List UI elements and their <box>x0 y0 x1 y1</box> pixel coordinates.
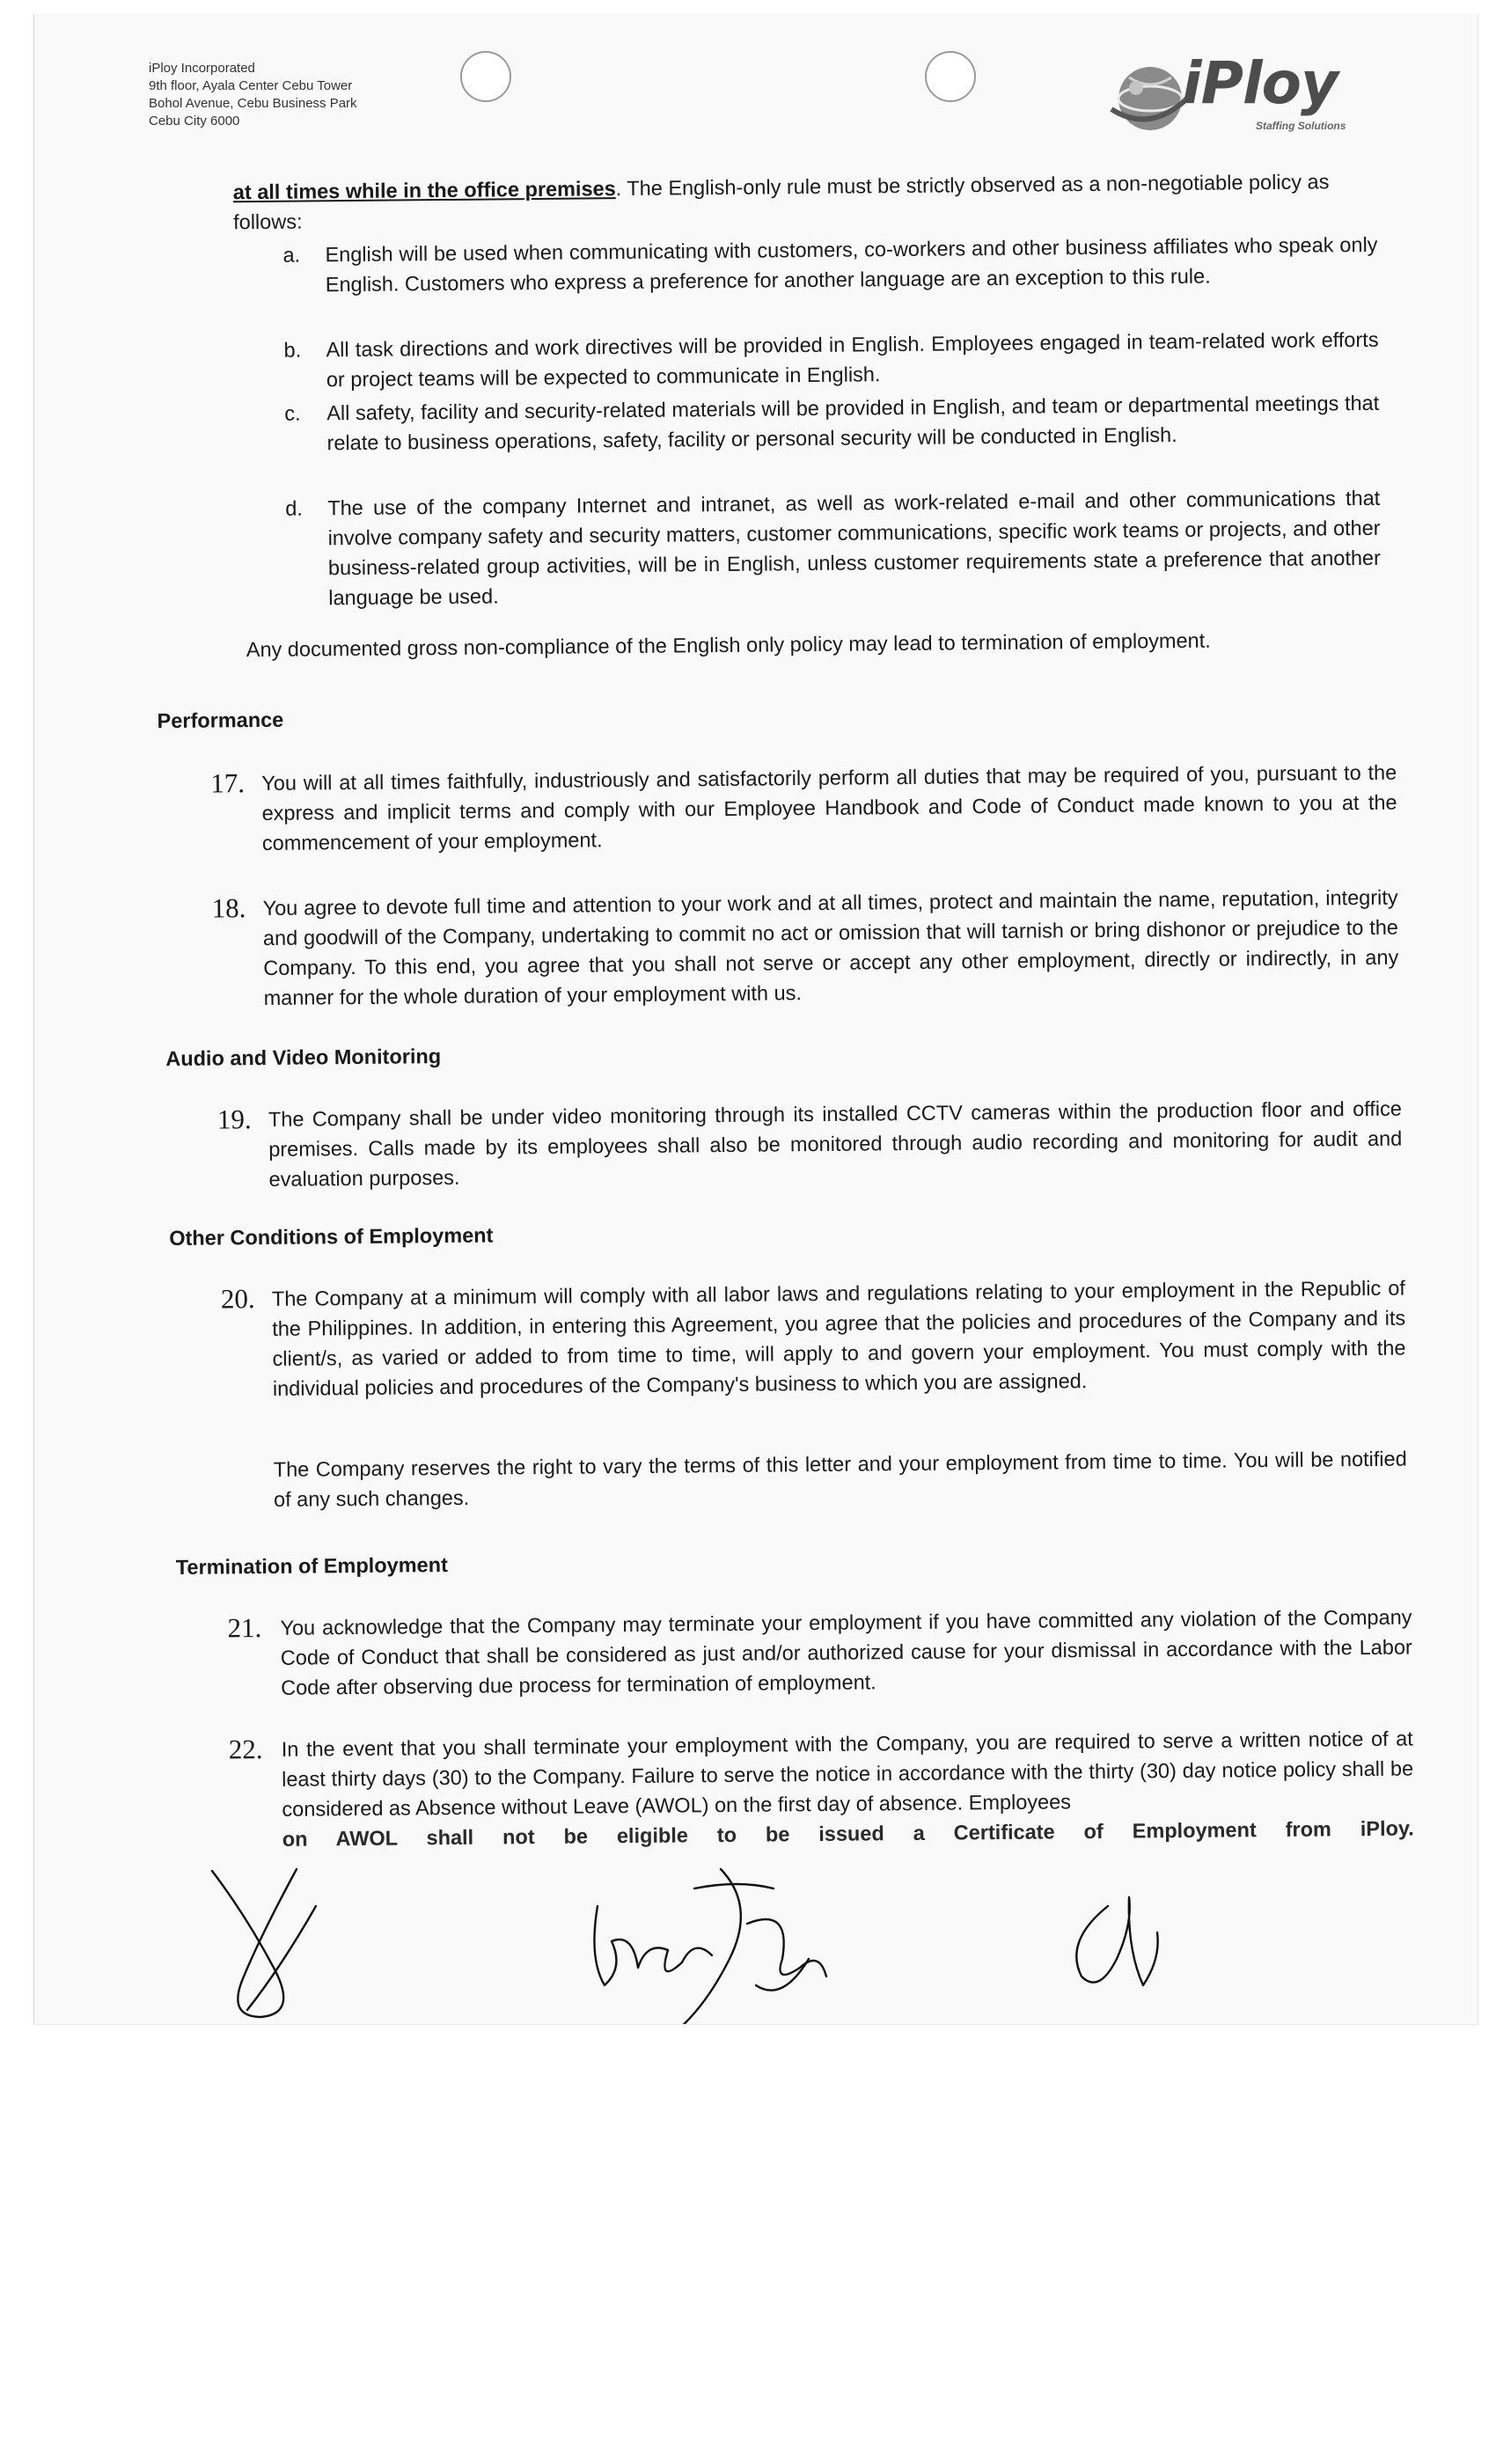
clause-text: The Company shall be under video monitoring through its installed CCTV cameras within the production floor and office premises. Calls made by its employees shall also be monitored through audio recording and monitoring for audit and evaluation purposes. <box>268 1096 1403 1191</box>
clause-number: 21. <box>227 1612 262 1644</box>
clause-final-line: on AWOL shall not be eligible to be issued a Certificate of Employment from iPloy. <box>282 1816 1414 1851</box>
section-heading: Audio and Video Monitoring <box>165 1045 442 1071</box>
clause-text: You agree to devote full time and attention to your work and at all times, protect and maintain the name, reputation, integrity and goodwill of the Company, undertaking to commit no act or omission that will tarnish or bring dishonor or prejudice to the Company. To this end, you agree that you shall not serve or accept any other employment, directly or indirectly, in any manner for the whole duration of your employment with us. <box>262 885 1399 1009</box>
list-item <box>284 388 1380 458</box>
list-item <box>283 325 1379 395</box>
logo-wordmark: iPloy <box>1182 49 1338 117</box>
section-heading: Termination of Employment <box>175 1553 448 1579</box>
list-letter: a. <box>282 243 301 267</box>
clause-text: You will at all times faithfully, industriously and satisfactorily perform all duties that may be required of you, pursuant to the express and implicit terms and comply with our Employee Handbook and Code of Conduct made known to you at the commencement of your employment. <box>261 760 1397 854</box>
logo-tagline: Staffing Solutions <box>1256 120 1346 132</box>
company-logo <box>1101 46 1391 148</box>
clause-text: You acknowledge that the Company may terminate your employment if you have committed any violation of the Company Code of Conduct that shall be considered as just and/or authorized cause for your dismissal in accordance with the Labor Code after observing due process for termination of employment. <box>280 1605 1412 1699</box>
punch-hole <box>460 51 511 102</box>
address-line: iPloy Incorporated <box>149 61 255 76</box>
section-heading: Other Conditions of Employment <box>169 1223 494 1250</box>
clause-text: In the event that you shall terminate your employment with the Company, you are required to serve a written notice of at least thirty days (30) to the Company. Failure to serve the notice in accordance with the thirty (30) day notice policy shall be considered as Absence without Leave (AWOL) on the first day of absence. Employees <box>281 1727 1414 1821</box>
clause-number: 19. <box>216 1104 252 1135</box>
clause-number: 20. <box>220 1283 255 1315</box>
list-item-text: All task directions and work directives will be provided in English. Employees engaged in team-related work efforts or project teams will be expected to communicate in English. <box>326 327 1379 392</box>
address-line: Cebu City 6000 <box>149 114 240 128</box>
signature-left <box>193 1853 334 2025</box>
document-page <box>33 14 1478 2025</box>
list-letter: d. <box>285 496 304 520</box>
intro-text: . The English-only rule must be strictly observed as a non-negotiable policy as follows: <box>233 170 1330 234</box>
clause-number: 22. <box>228 1734 263 1765</box>
list-item <box>282 230 1378 300</box>
noncompliance-statement: Any documented gross non-compliance of the English only policy may lead to termination of employment. <box>246 628 1211 662</box>
section-heading: Performance <box>157 708 284 733</box>
letterhead-address <box>149 60 357 130</box>
underlined-phrase: at all times while in the office premises <box>232 177 616 204</box>
list-item-text: All safety, facility and security-related materials will be provided in English, and team or departmental meetings that relate to business operations, safety, facility or personal security will be conducted in English. <box>326 391 1380 455</box>
address-line: Bohol Avenue, Cebu Business Park <box>149 96 357 111</box>
signature-middle <box>562 1853 844 2025</box>
clause-number: 18. <box>211 892 246 924</box>
address-line: 9th floor, Ayala Center Cebu Tower <box>149 78 353 93</box>
list-letter: b. <box>283 338 302 362</box>
clause-number: 17. <box>210 767 246 799</box>
punch-hole <box>925 51 976 102</box>
list-item-text: English will be used when communicating with customers, co-workers and other business affiliates who speak only English. Customers who express a preference for another language are an exception to this rule. <box>325 232 1378 297</box>
list-item <box>285 483 1381 613</box>
list-item-text: The use of the company Internet and intranet, as well as work-related e-mail and other communications that involve company safety and security matters, customer communications, specific work teams or projects, and other business-related group activities, will be in English, unless customer requirements state a preference that another language be used. <box>327 486 1382 610</box>
list-letter: c. <box>284 401 301 425</box>
clause-text: The Company at a minimum will comply with all labor laws and regulations relating to your employment in the Republic of the Philippines. In addition, in entering this Agreement, you agree that the policies and procedures of the Company and its client/s, as varied or added to from time to time, will apply to and govern your employment. You must comply with the individual policies and procedures of the Company's business to which you are assigned. <box>271 1276 1406 1400</box>
signature-right <box>1055 1880 1196 2012</box>
clause-text-continued: The Company reserves the right to vary the terms of this letter and your employment from time to time. You will be notified of any such changes. <box>273 1447 1407 1511</box>
intro-paragraph <box>233 166 1378 237</box>
